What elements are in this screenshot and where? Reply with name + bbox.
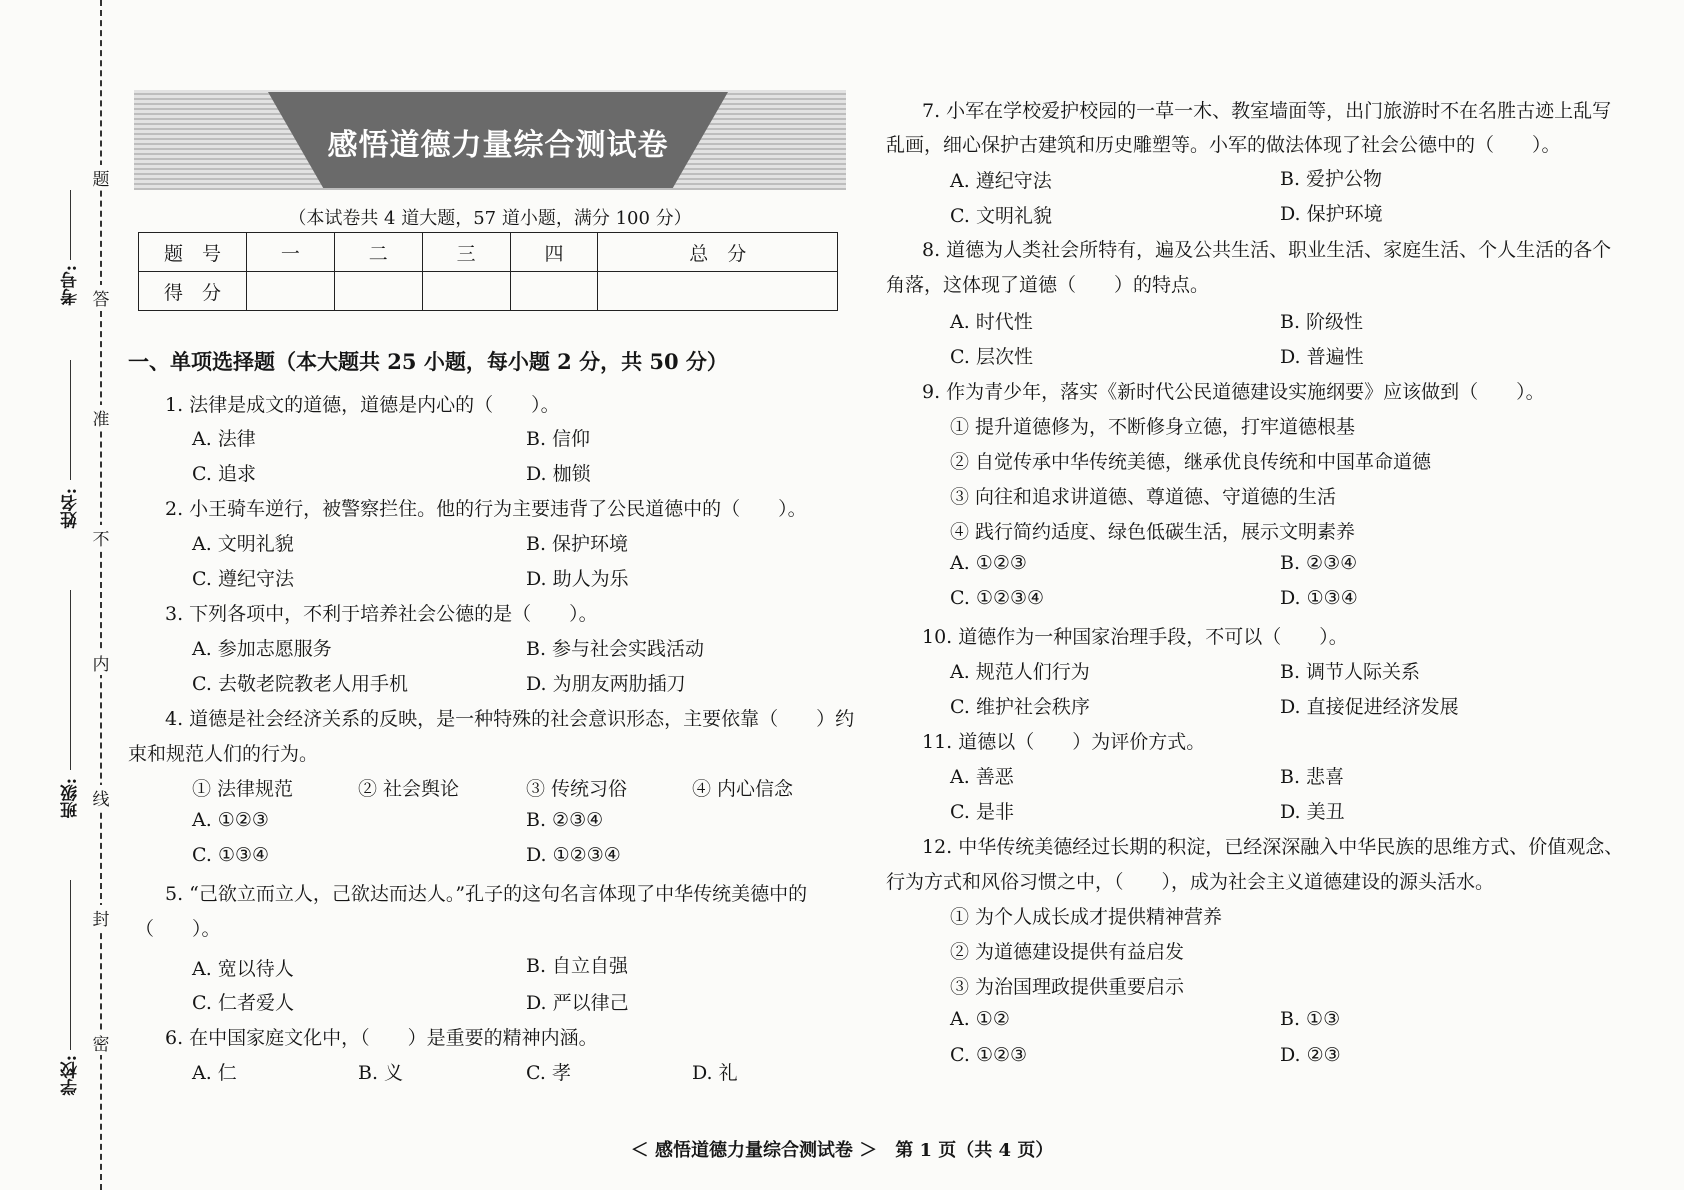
- option: B. 自立自强: [526, 955, 629, 977]
- option: B. ①③: [1280, 1008, 1341, 1030]
- option: D. 为朋友两肋插刀: [526, 673, 686, 695]
- question-10-stem: 10. 道德作为一种国家治理手段，不可以（ ）。: [922, 626, 1348, 648]
- option: C. 去敬老院教老人用手机: [192, 673, 408, 695]
- question-1-stem: 1. 法律是成文的道德，道德是内心的（ ）。: [165, 394, 560, 416]
- option: B. 义: [358, 1062, 404, 1084]
- statement: ③ 向往和追求讲道德、尊道德、守道德的生活: [950, 486, 1337, 508]
- margin-warning-char: 密: [90, 1030, 112, 1055]
- table-header-cell: 四: [510, 233, 598, 272]
- question-5-stem-cont: （ ）。: [135, 918, 221, 940]
- option: D. 直接促进经济发展: [1280, 696, 1459, 718]
- option: D. 严以律己: [526, 992, 629, 1014]
- banji-blank: [70, 590, 71, 770]
- table-header-cell: 一: [247, 233, 335, 272]
- margin-warning-char: 题: [90, 165, 112, 190]
- question-8-stem: 8. 道德为人类社会所特有，遍及公共生活、职业生活、家庭生活、个人生活的各个: [922, 239, 1612, 261]
- margin-warning-char: 封: [90, 905, 112, 930]
- option: B. 调节人际关系: [1280, 661, 1421, 683]
- kaohao-blank: [70, 190, 71, 260]
- option: C. ①②③④: [950, 587, 1045, 609]
- table-header-cell: 二: [334, 233, 422, 272]
- statement: ④ 内心信念: [692, 778, 794, 800]
- score-cell[interactable]: [422, 272, 510, 311]
- score-table: [138, 232, 838, 311]
- option: C. ①②③: [950, 1044, 1028, 1066]
- option: A. 参加志愿服务: [192, 638, 332, 660]
- option: B. 阶级性: [1280, 311, 1364, 333]
- kaohao-label: 考号:: [61, 265, 81, 306]
- xuexiao-label: 学校:: [61, 1055, 81, 1096]
- option: A. 法律: [192, 428, 256, 450]
- question-9-stem: 9. 作为青少年，落实《新时代公民道德建设实施纲要》应该做到（ ）。: [922, 381, 1545, 403]
- xingming-blank: [70, 360, 71, 480]
- option: A. ①②③: [192, 809, 269, 831]
- statement: ② 为道德建设提供有益启发: [950, 941, 1185, 963]
- margin-warning-char: 答: [90, 285, 112, 310]
- table-row-label: 得 分: [139, 272, 247, 311]
- option: C. ①③④: [192, 844, 270, 866]
- option: D. 美丑: [1280, 801, 1345, 823]
- option: A. 宽以待人: [192, 958, 294, 980]
- option: D. 助人为乐: [526, 568, 629, 590]
- option: D. 枷锁: [526, 463, 591, 485]
- option: C. 孝: [526, 1062, 571, 1084]
- option: A. 善恶: [950, 766, 1014, 788]
- statement: ① 法律规范: [192, 778, 294, 800]
- margin-warning-char: 准: [90, 405, 112, 430]
- option: B. 信仰: [526, 428, 591, 450]
- xingming-label: 姓名:: [61, 488, 81, 529]
- option: D. ①③④: [1280, 587, 1358, 609]
- page-title: 感悟道德力量综合测试卷: [327, 128, 669, 163]
- option: D. ①②③④: [526, 844, 621, 866]
- table-header-cell: 题 号: [139, 233, 247, 272]
- margin-warning-char: 线: [90, 785, 112, 810]
- option: B. ②③④: [526, 809, 604, 831]
- statement: ① 为个人成长成才提供精神营养: [950, 906, 1223, 928]
- option: A. 规范人们行为: [950, 661, 1090, 683]
- option: C. 文明礼貌: [950, 205, 1052, 227]
- score-cell[interactable]: [510, 272, 598, 311]
- option: C. 维护社会秩序: [950, 696, 1090, 718]
- option: B. 悲喜: [1280, 766, 1345, 788]
- question-7-stem: 7. 小军在学校爱护校园的一草一木、教室墙面等，出门旅游时不在名胜古迹上乱写: [922, 100, 1612, 122]
- question-11-stem: 11. 道德以（ ）为评价方式。: [922, 731, 1206, 753]
- option: C. 是非: [950, 801, 1014, 823]
- option: D. ②③: [1280, 1044, 1341, 1066]
- option: C. 仁者爱人: [192, 992, 294, 1014]
- option: D. 保护环境: [1280, 203, 1383, 225]
- question-5-stem: 5. “己欲立而立人，己欲达而达人。”孔子的这句名言体现了中华传统美德中的: [165, 883, 808, 905]
- statement: ① 提升道德修为，不断修身立德，打牢道德根基: [950, 416, 1356, 438]
- question-7-stem-cont: 乱画，细心保护古建筑和历史雕塑等。小军的做法体现了社会公德中的（ ）。: [886, 134, 1561, 156]
- option: A. ①②: [950, 1008, 1010, 1030]
- question-4-stem: 4. 道德是社会经济关系的反映，是一种特殊的社会意识形态，主要依靠（ ）约: [165, 708, 855, 730]
- statement: ③ 传统习俗: [526, 778, 628, 800]
- option: C. 层次性: [950, 346, 1033, 368]
- question-4-stem-cont: 束和规范人们的行为。: [128, 743, 319, 765]
- exam-info: （本试卷共 4 道大题，57 道小题，满分 100 分）: [288, 208, 692, 229]
- option: B. 保护环境: [526, 533, 629, 555]
- question-12-stem-cont: 行为方式和风俗习惯之中，（ ），成为社会主义道德建设的源头活水。: [886, 871, 1495, 893]
- question-2-stem: 2. 小王骑车逆行，被警察拦住。他的行为主要违背了公民道德中的（ ）。: [165, 498, 807, 520]
- score-cell[interactable]: [247, 272, 335, 311]
- table-header-cell: 总 分: [598, 233, 838, 272]
- option: B. 参与社会实践活动: [526, 638, 705, 660]
- statement: ④ 践行简约适度、绿色低碳生活，展示文明素养: [950, 521, 1356, 543]
- score-cell[interactable]: [334, 272, 422, 311]
- option: A. 文明礼貌: [192, 533, 294, 555]
- question-3-stem: 3. 下列各项中，不利于培养社会公德的是（ ）。: [165, 603, 598, 625]
- option: D. 礼: [692, 1062, 738, 1084]
- option: A. ①②③: [950, 552, 1027, 574]
- page-footer: ＜ 感悟道德力量综合测试卷 ＞ 第 1 页（共 4 页）: [630, 1140, 1054, 1161]
- margin-warning-char: 不: [90, 525, 112, 550]
- statement: ② 自觉传承中华传统美德，继承优良传统和中国革命道德: [950, 451, 1432, 473]
- option: B. ②③④: [1280, 552, 1358, 574]
- table-row: [139, 233, 838, 272]
- option: A. 遵纪守法: [950, 170, 1052, 192]
- xuexiao-blank: [70, 880, 71, 1050]
- table-row: [139, 272, 838, 311]
- score-cell[interactable]: [598, 272, 838, 311]
- option: C. 追求: [192, 463, 256, 485]
- margin-warning-char: 内: [90, 650, 112, 675]
- option: D. 普遍性: [1280, 346, 1364, 368]
- option: B. 爱护公物: [1280, 168, 1383, 190]
- question-12-stem: 12. 中华传统美德经过长期的积淀，已经深深融入中华民族的思维方式、价值观念、: [922, 836, 1624, 858]
- statement: ③ 为治国理政提供重要启示: [950, 976, 1185, 998]
- option: A. 仁: [192, 1062, 237, 1084]
- question-8-stem-cont: 角落，这体现了道德（ ）的特点。: [886, 274, 1210, 296]
- question-6-stem: 6. 在中国家庭文化中，（ ）是重要的精神内涵。: [165, 1027, 598, 1049]
- section-heading: 一、单项选择题（本大题共 25 小题，每小题 2 分，共 50 分）: [128, 349, 728, 374]
- option: A. 时代性: [950, 311, 1033, 333]
- banji-label: 班级:: [61, 778, 81, 819]
- table-header-cell: 三: [422, 233, 510, 272]
- statement: ② 社会舆论: [358, 778, 460, 800]
- option: C. 遵纪守法: [192, 568, 294, 590]
